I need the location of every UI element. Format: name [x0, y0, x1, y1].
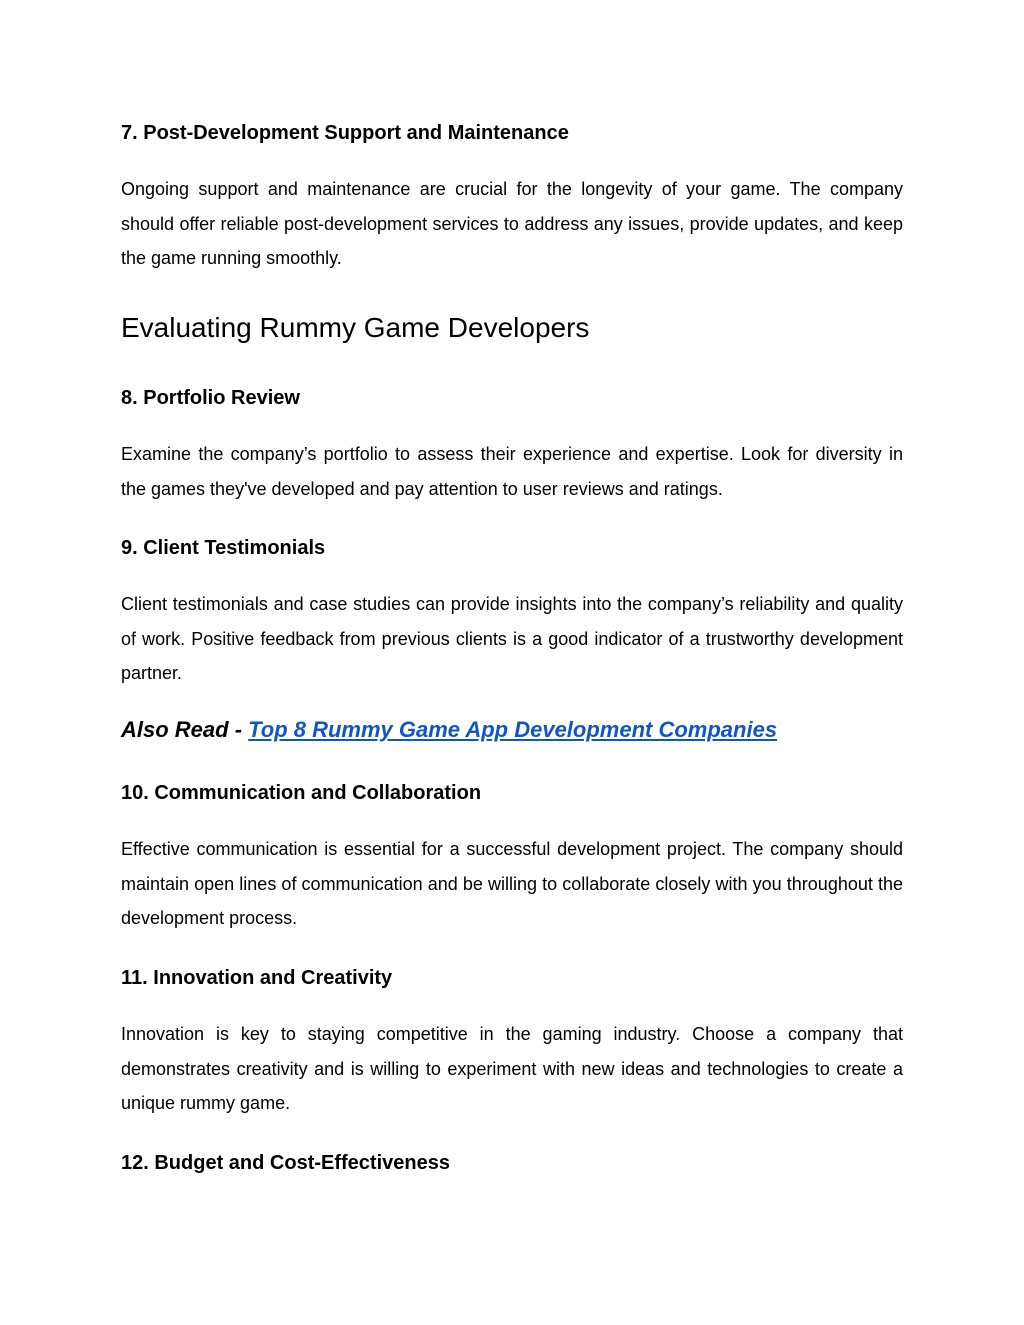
paragraph-communication-collaboration: Effective communication is essential for a successful development project. The company should maintain open lines of communication and be willing to collaborate closely with you throughout the development process.: [121, 839, 903, 928]
also-read-line: [121, 716, 777, 744]
heading-client-testimonials: 9. Client Testimonials: [121, 537, 326, 559]
heading-innovation-creativity: 11. Innovation and Creativity: [121, 967, 393, 989]
also-read-link[interactable]: Top 8 Rummy Game App Development Companies: [248, 717, 778, 742]
heading-communication-collaboration: 10. Communication and Collaboration: [121, 782, 482, 804]
heading-evaluating-developers: Evaluating Rummy Game Developers: [121, 312, 590, 343]
also-read-prefix: Also Read -: [121, 717, 249, 742]
paragraph-client-testimonials: Client testimonials and case studies can provide insights into the company’s reliability and quality of work. Positive feedback from previous clients is a good indicator of a trustworthy development partner.: [121, 594, 903, 683]
heading-portfolio-review: 8. Portfolio Review: [121, 387, 300, 409]
heading-post-development-support: 7. Post-Development Support and Maintenance: [121, 122, 569, 144]
paragraph-innovation-creativity: Innovation is key to staying competitive in the gaming industry. Choose a company that demonstrates creativity and is willing to experiment with new ideas and technologies to create a unique rummy game.: [121, 1024, 903, 1113]
paragraph-portfolio-review: Examine the company’s portfolio to assess their experience and expertise. Look for diversity in the games they've developed and pay attention to user reviews and ratings.: [121, 444, 903, 499]
heading-budget-cost-effectiveness: 12. Budget and Cost-Effectiveness: [121, 1152, 450, 1174]
paragraph-post-development-support: Ongoing support and maintenance are crucial for the longevity of your game. The company should offer reliable post-development services to address any issues, provide updates, and keep the game running smoothly.: [121, 179, 903, 268]
